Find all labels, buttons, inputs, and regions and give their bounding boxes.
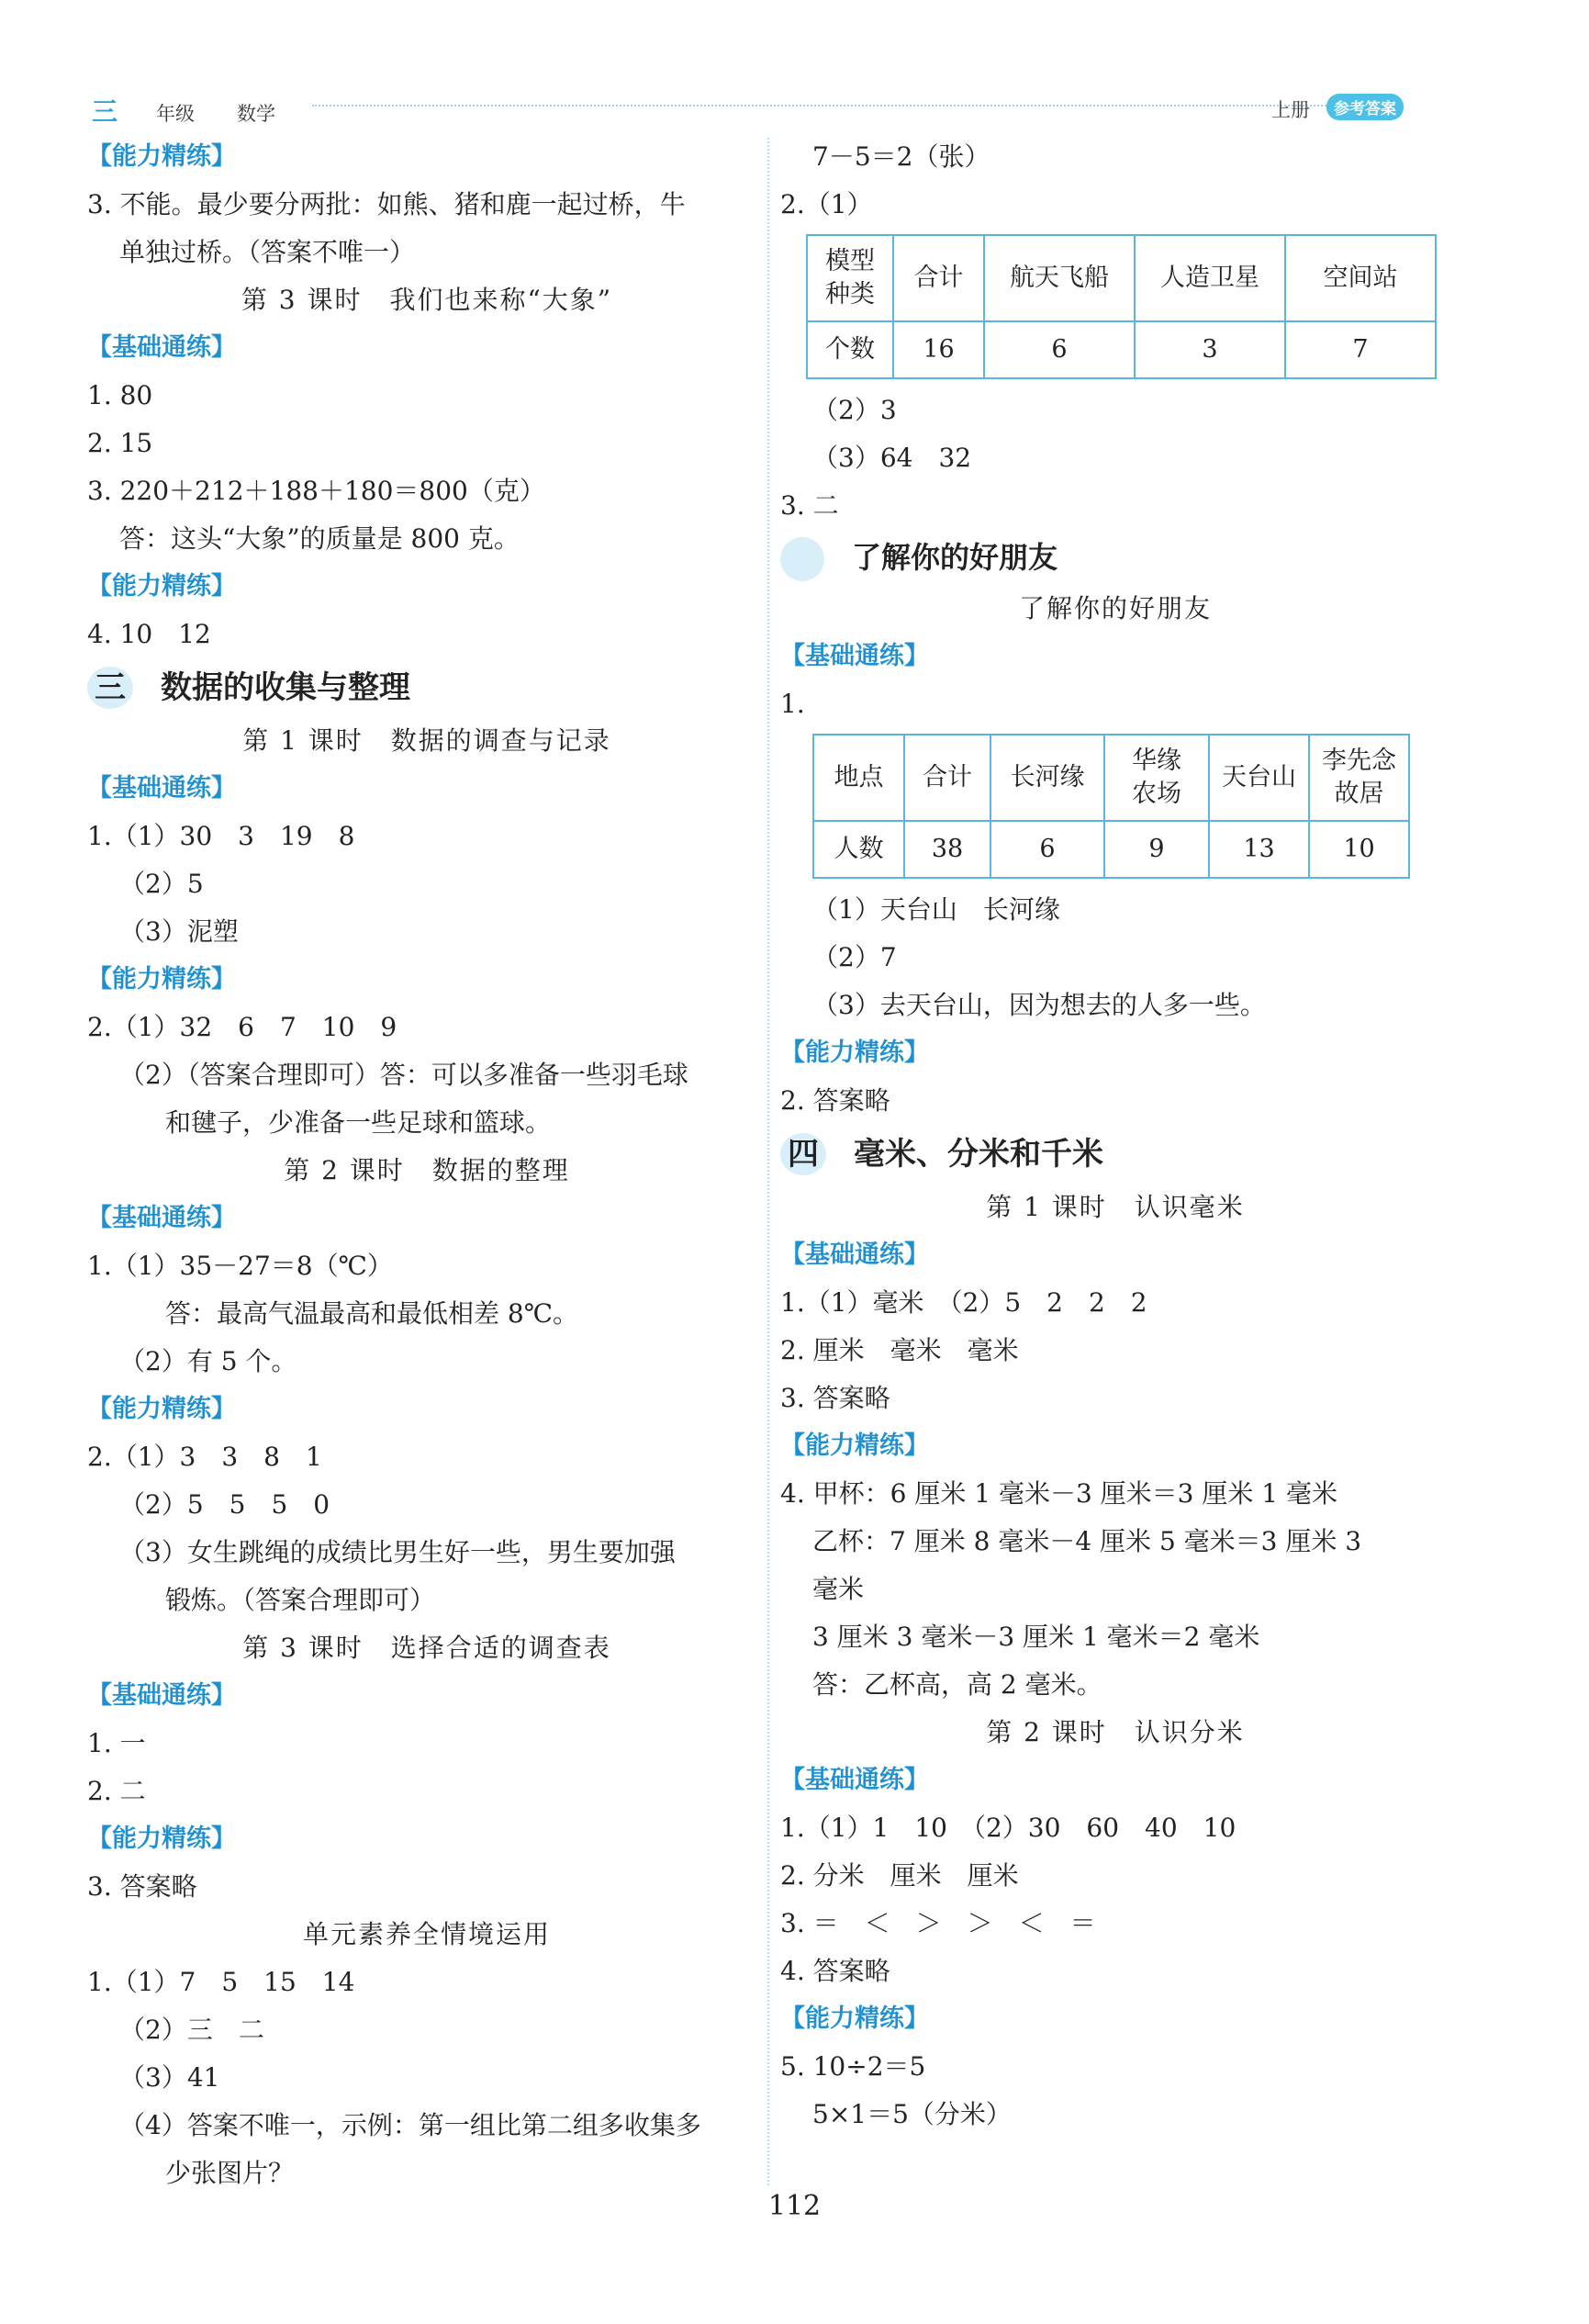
unit-title: 毫米、分米和千米 <box>854 1136 1103 1173</box>
table-header-text: 农场 <box>1132 780 1181 808</box>
lesson-title: 第 2 课时 数据的整理 <box>284 1155 570 1185</box>
table-header-text: 华缘 <box>1132 747 1181 775</box>
lesson-title: 第 1 课时 认识毫米 <box>986 1192 1245 1222</box>
table-header-cell <box>807 235 893 321</box>
answer-line: 7－5＝2（张） <box>812 141 990 172</box>
answer-line: 1. 一 <box>87 1728 146 1758</box>
table-header-cell: 航天飞船 <box>984 235 1135 321</box>
lesson-title: 单元素养全情境运用 <box>302 1919 551 1949</box>
answer-line: 1.（1）30 3 19 8 <box>87 821 355 851</box>
answer-line: （3）41 <box>119 2062 220 2093</box>
answer-line: 3. 二 <box>780 490 839 521</box>
unit-heading <box>87 658 767 717</box>
answer-line: （2）有 5 个。 <box>119 1346 297 1376</box>
answer-line: 2. 厘米 毫米 毫米 <box>780 1335 1019 1365</box>
table-cell: 13 <box>1209 821 1309 878</box>
table-header-cell: 人造卫星 <box>1135 235 1285 321</box>
answer-line: 2. 答案略 <box>780 1085 890 1116</box>
page-number: 112 <box>767 2190 822 2222</box>
answer-line: 1.（1）7 5 15 14 <box>87 1967 355 1997</box>
section-label: 【能力精练】 <box>87 1395 236 1423</box>
header-volume: 上册 <box>1271 99 1310 121</box>
model-count-table <box>806 234 1437 379</box>
answer-line: 3. 220＋212＋188＋180＝800（克） <box>87 476 545 506</box>
special-section-title: 了解你的好朋友 <box>852 540 1058 575</box>
section-label: 【能力精练】 <box>87 142 236 171</box>
header-answer-badge: 参考答案 <box>1326 94 1404 120</box>
answer-line: （2）（答案合理即可）答：可以多准备一些羽毛球 <box>119 1060 688 1090</box>
answer-line: 答：这头“大象”的质量是 800 克。 <box>119 523 520 554</box>
answer-line: 答：最高气温最高和最低相差 8℃。 <box>165 1298 579 1329</box>
left-column <box>87 133 767 2197</box>
section-label: 【基础通练】 <box>780 1241 929 1269</box>
table-cell: 6 <box>990 821 1104 878</box>
answer-line: 锻炼。（答案合理即可） <box>165 1585 436 1615</box>
table-cell: 3 <box>1135 321 1285 378</box>
answer-line: （2）5 5 5 0 <box>119 1489 330 1520</box>
section-label: 【能力精练】 <box>87 572 236 601</box>
header-grade-label: 年级 <box>156 103 195 125</box>
table-cell: 38 <box>904 821 990 878</box>
answer-line: （4）答案不唯一，示例：第一组比第二组多收集多 <box>119 2110 701 2140</box>
table-cell: 6 <box>984 321 1135 378</box>
answer-line: （3）泥塑 <box>119 916 239 947</box>
answer-line: 1.（1）1 10 （2）30 60 40 10 <box>780 1813 1237 1843</box>
answer-line: 5. 10÷2＝5 <box>780 2051 926 2082</box>
lesson-title: 第 2 课时 认识分米 <box>986 1717 1245 1747</box>
table-header-cell: 空间站 <box>1285 235 1436 321</box>
table-cell: 16 <box>893 321 984 378</box>
right-column <box>780 133 1450 2139</box>
lesson-title: 第 1 课时 数据的调查与记录 <box>242 725 611 756</box>
answer-line: 和毽子，少准备一些足球和篮球。 <box>165 1107 552 1138</box>
table-cell: 9 <box>1104 821 1209 878</box>
answer-line: （3）女生跳绳的成绩比男生好一些，男生要加强 <box>119 1537 676 1567</box>
table-header-cell: 天台山 <box>1209 735 1309 821</box>
answer-line: 少张图片？ <box>165 2158 295 2188</box>
header-subject: 数学 <box>237 103 275 125</box>
table-header-cell <box>1309 735 1409 821</box>
section-label: 【基础通练】 <box>87 774 236 803</box>
answer-line: （2）5 <box>119 869 204 899</box>
unit-number: 四 <box>780 1133 826 1175</box>
answer-line: （2）7 <box>812 942 897 972</box>
section-label: 【基础通练】 <box>87 1204 236 1232</box>
special-section-heading <box>780 530 1450 585</box>
header-grade: 三 <box>92 96 118 127</box>
table-cell: 7 <box>1285 321 1436 378</box>
table-header-text: 模型 <box>825 247 875 275</box>
answer-line: 3. 不能。最少要分两批：如熊、猪和鹿一起过桥，牛 <box>87 189 686 219</box>
page-header <box>92 92 1432 129</box>
answer-line: 1. <box>780 689 805 719</box>
unit-title: 数据的收集与整理 <box>161 669 410 706</box>
section-label: 【能力精练】 <box>780 1039 929 1067</box>
heading-circle-icon <box>780 537 824 581</box>
answer-line: 4. 甲杯：6 厘米 1 毫米－3 厘米＝3 厘米 1 毫米 <box>780 1478 1337 1509</box>
answer-line: 4. 答案略 <box>780 1956 890 1986</box>
answer-line: （3）64 32 <box>812 443 972 473</box>
answer-line: （2）三 二 <box>119 2015 264 2045</box>
table-header-cell: 地点 <box>813 735 904 821</box>
visit-place-table <box>812 734 1410 879</box>
answer-line: 2. 分米 厘米 厘米 <box>780 1860 1019 1891</box>
answer-line: 2. 15 <box>87 428 153 458</box>
section-label: 【能力精练】 <box>780 2004 929 2033</box>
answer-line: 2.（1） <box>780 189 873 219</box>
header-rule <box>312 105 1340 107</box>
table-header-cell: 长河缘 <box>990 735 1104 821</box>
lesson-title: 了解你的好朋友 <box>1018 593 1212 623</box>
answer-line: 1.（1）毫米 （2）5 2 2 2 <box>780 1287 1147 1318</box>
table-header-text: 故居 <box>1334 780 1384 808</box>
answer-line: 答：乙杯高，高 2 毫米。 <box>812 1669 1102 1700</box>
lesson-title: 第 3 课时 我们也来称“大象” <box>241 285 613 315</box>
column-divider <box>767 138 769 2185</box>
section-label: 【基础通练】 <box>87 333 236 362</box>
table-header-cell <box>1104 735 1209 821</box>
section-label: 【基础通练】 <box>780 642 929 670</box>
unit-heading <box>780 1125 1450 1184</box>
answer-line: 3. 答案略 <box>87 1871 197 1902</box>
unit-number: 三 <box>87 667 133 709</box>
lesson-title: 第 3 课时 选择合适的调查表 <box>242 1633 611 1663</box>
table-header-cell: 合计 <box>904 735 990 821</box>
answer-line: 2. 二 <box>87 1776 146 1806</box>
table-header-text: 种类 <box>825 280 875 309</box>
section-label: 【能力精练】 <box>780 1431 929 1460</box>
answer-line: （2）3 <box>812 395 897 425</box>
table-row-label: 个数 <box>807 321 893 378</box>
answer-line: 1. 80 <box>87 380 153 410</box>
answer-line: 5×1＝5（分米） <box>812 2099 1012 2129</box>
table-header-cell: 合计 <box>893 235 984 321</box>
answer-line: 4. 10 12 <box>87 619 211 649</box>
section-label: 【能力精练】 <box>87 965 236 994</box>
section-label: 【基础通练】 <box>780 1766 929 1794</box>
section-label: 【基础通练】 <box>87 1681 236 1710</box>
answer-line: 2.（1）3 3 8 1 <box>87 1442 322 1472</box>
table-header-text: 李先念 <box>1322 747 1396 775</box>
section-label: 【能力精练】 <box>87 1824 236 1853</box>
answer-line: 单独过桥。（答案不唯一） <box>119 237 416 267</box>
answer-line: 乙杯：7 厘米 8 毫米－4 厘米 5 毫米＝3 厘米 3 <box>812 1526 1362 1556</box>
answer-line: （3）去天台山，因为想去的人多一些。 <box>812 990 1266 1020</box>
table-cell: 10 <box>1309 821 1409 878</box>
answer-line: 3. ＝ ＜ ＞ ＞ ＜ ＝ <box>780 1908 1096 1938</box>
answer-line: （1）天台山 长河缘 <box>812 894 1060 925</box>
answer-line: 2.（1）32 6 7 10 9 <box>87 1012 397 1042</box>
answer-line: 毫米 <box>812 1574 865 1604</box>
answer-line: 1.（1）35－27＝8（℃） <box>87 1251 393 1281</box>
table-row-label: 人数 <box>813 821 904 878</box>
answer-line: 3. 答案略 <box>780 1383 890 1413</box>
answer-line: 3 厘米 3 毫米－3 厘米 1 毫米＝2 毫米 <box>812 1622 1260 1652</box>
